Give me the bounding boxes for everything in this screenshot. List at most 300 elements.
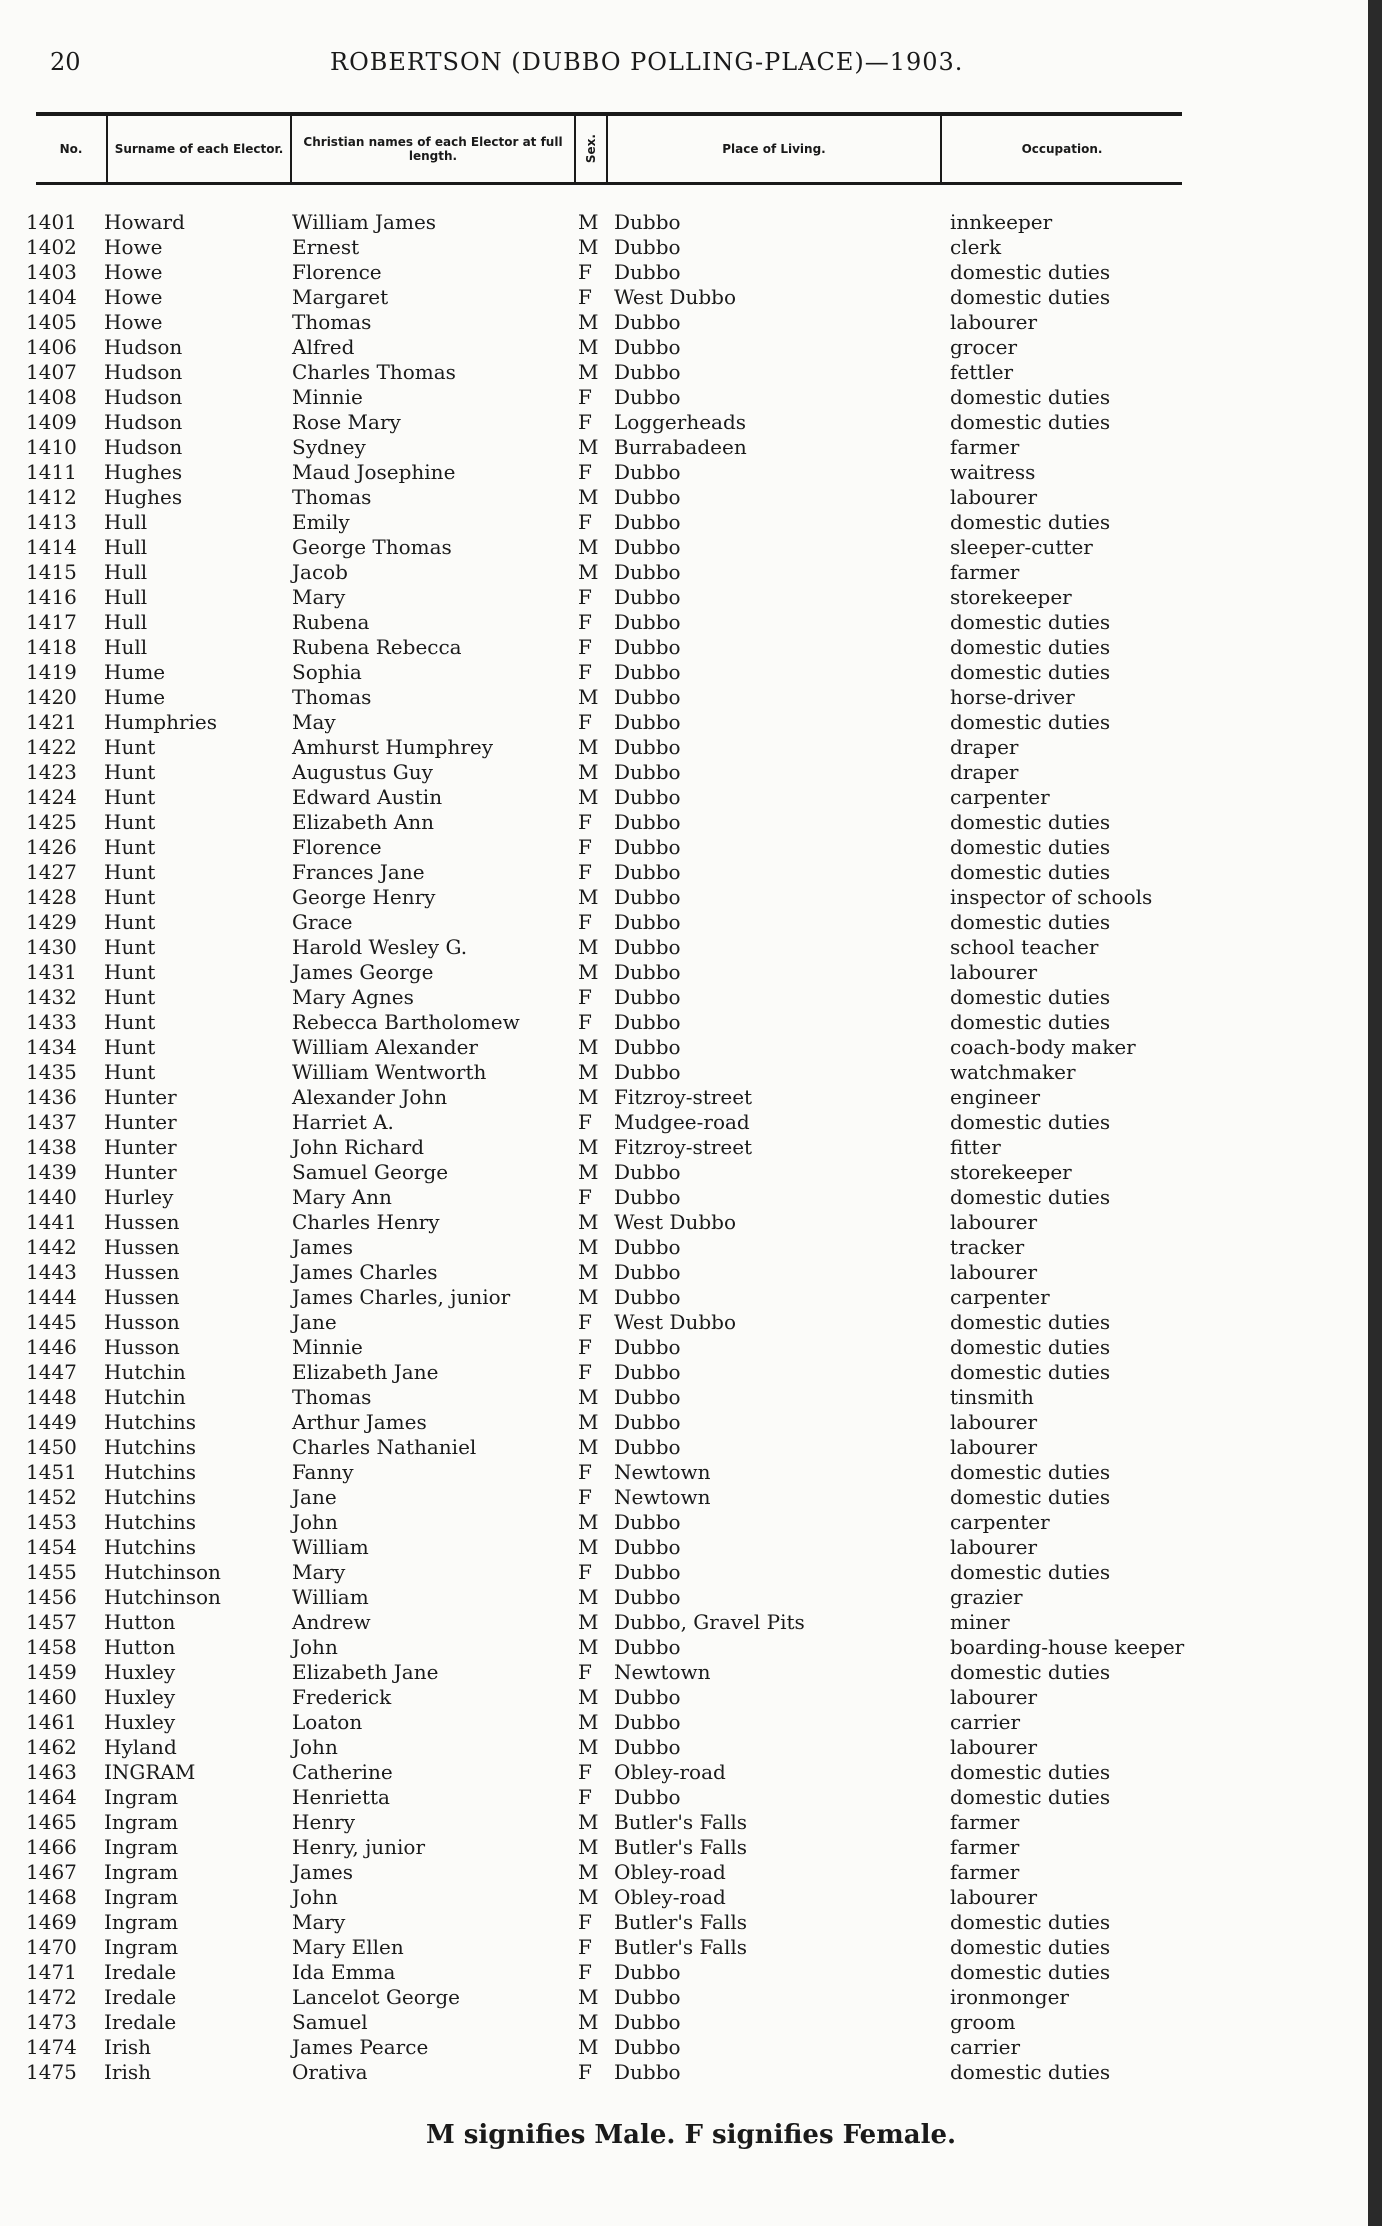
table-row <box>0 1660 1382 1685</box>
place-of-living-cell: Dubbo <box>614 360 681 384</box>
surname-cell: Hull <box>104 535 148 559</box>
elector-number-cell: 1433 <box>26 1010 77 1034</box>
table-row <box>0 1985 1382 2010</box>
sex-cell: M <box>578 485 599 509</box>
sex-cell: F <box>578 710 592 734</box>
table-row <box>0 1285 1382 1310</box>
occupation-cell: school teacher <box>950 935 1099 959</box>
place-of-living-cell: Dubbo <box>614 335 681 359</box>
occupation-cell: farmer <box>950 1835 1020 1859</box>
table-row <box>0 760 1382 785</box>
table-row <box>0 485 1382 510</box>
surname-cell: Hunt <box>104 935 156 959</box>
table-row <box>0 1260 1382 1285</box>
occupation-cell: domestic duties <box>950 510 1111 534</box>
christian-names-cell: Frederick <box>292 1685 392 1709</box>
surname-cell: Hunt <box>104 760 156 784</box>
christian-names-cell: George Henry <box>292 885 436 909</box>
place-of-living-cell: Dubbo <box>614 1960 681 1984</box>
place-of-living-cell: Dubbo <box>614 885 681 909</box>
christian-names-cell: Rebecca Bartholomew <box>292 1010 520 1034</box>
sex-cell: M <box>578 1810 599 1834</box>
christian-names-cell: John <box>292 1885 338 1909</box>
surname-cell: Hunt <box>104 960 156 984</box>
surname-cell: Iredale <box>104 1985 177 2009</box>
christian-names-cell: William <box>292 1585 369 1609</box>
surname-cell: Hull <box>104 635 148 659</box>
table-row <box>0 735 1382 760</box>
surname-cell: Hunt <box>104 1060 156 1084</box>
christian-names-cell: Thomas <box>292 310 372 334</box>
christian-names-cell: William Wentworth <box>292 1060 487 1084</box>
christian-names-cell: Charles Henry <box>292 1210 440 1234</box>
column-header-sex: Sex. <box>584 134 598 164</box>
christian-names-cell: George Thomas <box>292 535 452 559</box>
occupation-cell: farmer <box>950 1810 1020 1834</box>
elector-number-cell: 1435 <box>26 1060 77 1084</box>
table-row <box>0 360 1382 385</box>
elector-number-cell: 1403 <box>26 260 77 284</box>
surname-cell: Hudson <box>104 385 183 409</box>
surname-cell: Hutchin <box>104 1385 186 1409</box>
table-row <box>0 1610 1382 1635</box>
sex-cell: M <box>578 1135 599 1159</box>
place-of-living-cell: Dubbo <box>614 1335 681 1359</box>
occupation-cell: waitress <box>950 460 1036 484</box>
sex-cell: M <box>578 1710 599 1734</box>
occupation-cell: domestic duties <box>950 2060 1111 2084</box>
table-row <box>0 1110 1382 1135</box>
table-row <box>0 235 1382 260</box>
surname-cell: Hunt <box>104 885 156 909</box>
surname-cell: Hunt <box>104 1035 156 1059</box>
table-row <box>0 960 1382 985</box>
place-of-living-cell: Dubbo <box>614 1785 681 1809</box>
surname-cell: Hutchins <box>104 1460 196 1484</box>
place-of-living-cell: Newtown <box>614 1660 711 1684</box>
surname-cell: Howe <box>104 235 163 259</box>
occupation-cell: domestic duties <box>950 1335 1111 1359</box>
christian-names-cell: Henrietta <box>292 1785 390 1809</box>
place-of-living-cell: Butler's Falls <box>614 1810 748 1834</box>
occupation-cell: domestic duties <box>950 1785 1111 1809</box>
occupation-cell: domestic duties <box>950 285 1111 309</box>
surname-cell: Hunt <box>104 785 156 809</box>
occupation-cell: domestic duties <box>950 1960 1111 1984</box>
occupation-cell: labourer <box>950 485 1038 509</box>
table-row <box>0 210 1382 235</box>
surname-cell: Hume <box>104 660 166 684</box>
table-row <box>0 1410 1382 1435</box>
surname-cell: Howe <box>104 285 163 309</box>
sex-cell: M <box>578 960 599 984</box>
place-of-living-cell: Dubbo <box>614 910 681 934</box>
table-row <box>0 610 1382 635</box>
place-of-living-cell: Dubbo <box>614 1235 681 1259</box>
christian-names-cell: Frances Jane <box>292 860 425 884</box>
surname-cell: Iredale <box>104 1960 177 1984</box>
surname-cell: Hutchinson <box>104 1585 221 1609</box>
elector-number-cell: 1411 <box>26 460 77 484</box>
place-of-living-cell: Dubbo <box>614 260 681 284</box>
christian-names-cell: Arthur James <box>292 1410 427 1434</box>
christian-names-cell: Andrew <box>292 1610 371 1634</box>
place-of-living-cell: Mudgee-road <box>614 1110 750 1134</box>
surname-cell: Hunter <box>104 1135 177 1159</box>
sex-cell: F <box>578 1785 592 1809</box>
surname-cell: Hudson <box>104 410 183 434</box>
place-of-living-cell: Dubbo <box>614 535 681 559</box>
elector-number-cell: 1444 <box>26 1285 77 1309</box>
occupation-cell: carrier <box>950 2035 1021 2059</box>
table-row <box>0 1385 1382 1410</box>
occupation-cell: coach-body maker <box>950 1035 1136 1059</box>
table-row <box>0 1460 1382 1485</box>
christian-names-cell: May <box>292 710 336 734</box>
sex-cell: M <box>578 935 599 959</box>
elector-number-cell: 1427 <box>26 860 77 884</box>
elector-number-cell: 1463 <box>26 1760 77 1784</box>
occupation-cell: domestic duties <box>950 1660 1111 1684</box>
elector-number-cell: 1447 <box>26 1360 77 1384</box>
sex-cell: M <box>578 785 599 809</box>
place-of-living-cell: Dubbo <box>614 1385 681 1409</box>
elector-number-cell: 1407 <box>26 360 77 384</box>
elector-number-cell: 1466 <box>26 1835 77 1859</box>
place-of-living-cell: Newtown <box>614 1460 711 1484</box>
place-of-living-cell: Butler's Falls <box>614 1835 748 1859</box>
place-of-living-cell: Dubbo <box>614 635 681 659</box>
christian-names-cell: Ida Emma <box>292 1960 396 1984</box>
sex-cell: M <box>578 360 599 384</box>
table-row <box>0 1585 1382 1610</box>
elector-number-cell: 1443 <box>26 1260 77 1284</box>
christian-names-cell: William Alexander <box>292 1035 478 1059</box>
sex-cell: M <box>578 2035 599 2059</box>
christian-names-cell: Maud Josephine <box>292 460 456 484</box>
sex-cell: M <box>578 535 599 559</box>
sex-cell: F <box>578 1560 592 1584</box>
elector-number-cell: 1425 <box>26 810 77 834</box>
place-of-living-cell: Dubbo <box>614 985 681 1009</box>
occupation-cell: storekeeper <box>950 585 1072 609</box>
sex-cell: M <box>578 1410 599 1434</box>
christian-names-cell: Mary Agnes <box>292 985 414 1009</box>
surname-cell: Husson <box>104 1310 180 1334</box>
elector-number-cell: 1446 <box>26 1335 77 1359</box>
table-row <box>0 1810 1382 1835</box>
elector-number-cell: 1413 <box>26 510 77 534</box>
sex-cell: M <box>578 1510 599 1534</box>
table-row <box>0 1760 1382 1785</box>
elector-number-cell: 1455 <box>26 1560 77 1584</box>
surname-cell: Ingram <box>104 1785 179 1809</box>
elector-number-cell: 1439 <box>26 1160 77 1184</box>
place-of-living-cell: Dubbo <box>614 210 681 234</box>
christian-names-cell: Henry <box>292 1810 356 1834</box>
surname-cell: Hughes <box>104 485 183 509</box>
sex-cell: F <box>578 1335 592 1359</box>
place-of-living-cell: Dubbo <box>614 235 681 259</box>
elector-number-cell: 1418 <box>26 635 77 659</box>
surname-cell: Ingram <box>104 1885 179 1909</box>
place-of-living-cell: West Dubbo <box>614 1310 736 1334</box>
surname-cell: Hume <box>104 685 166 709</box>
occupation-cell: domestic duties <box>950 1010 1111 1034</box>
table-header-bottom-rule <box>36 182 1182 185</box>
elector-number-cell: 1410 <box>26 435 77 459</box>
sex-cell: M <box>578 335 599 359</box>
place-of-living-cell: Butler's Falls <box>614 1910 748 1934</box>
elector-number-cell: 1469 <box>26 1910 77 1934</box>
occupation-cell: domestic duties <box>950 610 1111 634</box>
place-of-living-cell: Dubbo <box>614 710 681 734</box>
place-of-living-cell: Loggerheads <box>614 410 747 434</box>
place-of-living-cell: Dubbo <box>614 1510 681 1534</box>
table-row <box>0 1235 1382 1260</box>
column-header-place: Place of Living. <box>722 142 826 156</box>
surname-cell: Ingram <box>104 1810 179 1834</box>
elector-number-cell: 1464 <box>26 1785 77 1809</box>
place-of-living-cell: Dubbo <box>614 460 681 484</box>
sex-cell: M <box>578 2010 599 2034</box>
occupation-cell: groom <box>950 2010 1016 2034</box>
place-of-living-cell: Obley-road <box>614 1885 726 1909</box>
christian-names-cell: James Pearce <box>292 2035 429 2059</box>
place-of-living-cell: Dubbo <box>614 1360 681 1384</box>
surname-cell: Hussen <box>104 1210 180 1234</box>
place-of-living-cell: West Dubbo <box>614 1210 736 1234</box>
surname-cell: Hutchins <box>104 1410 196 1434</box>
occupation-cell: labourer <box>950 1735 1038 1759</box>
christian-names-cell: Samuel George <box>292 1160 449 1184</box>
sex-cell: M <box>578 1160 599 1184</box>
surname-cell: Hunt <box>104 860 156 884</box>
table-row <box>0 535 1382 560</box>
surname-cell: Hunter <box>104 1085 177 1109</box>
occupation-cell: farmer <box>950 560 1020 584</box>
surname-cell: Hudson <box>104 335 183 359</box>
occupation-cell: domestic duties <box>950 710 1111 734</box>
sex-cell: M <box>578 1835 599 1859</box>
surname-cell: Hussen <box>104 1260 180 1284</box>
place-of-living-cell: Newtown <box>614 1485 711 1509</box>
surname-cell: Ingram <box>104 1835 179 1859</box>
place-of-living-cell: Dubbo <box>614 810 681 834</box>
elector-number-cell: 1430 <box>26 935 77 959</box>
christian-names-cell: Grace <box>292 910 353 934</box>
elector-number-cell: 1422 <box>26 735 77 759</box>
sex-cell: F <box>578 410 592 434</box>
table-row <box>0 460 1382 485</box>
place-of-living-cell: Dubbo <box>614 2035 681 2059</box>
place-of-living-cell: Dubbo <box>614 735 681 759</box>
table-row <box>0 1535 1382 1560</box>
surname-cell: Hunt <box>104 810 156 834</box>
christian-names-cell: William <box>292 1535 369 1559</box>
occupation-cell: domestic duties <box>950 1310 1111 1334</box>
occupation-cell: labourer <box>950 1885 1038 1909</box>
sex-cell: F <box>578 285 592 309</box>
elector-number-cell: 1426 <box>26 835 77 859</box>
occupation-cell: inspector of schools <box>950 885 1153 909</box>
elector-number-cell: 1438 <box>26 1135 77 1159</box>
christian-names-cell: James Charles, junior <box>292 1285 511 1309</box>
elector-number-cell: 1406 <box>26 335 77 359</box>
sex-cell: M <box>578 435 599 459</box>
table-row <box>0 885 1382 910</box>
table-row <box>0 1335 1382 1360</box>
elector-number-cell: 1424 <box>26 785 77 809</box>
christian-names-cell: James Charles <box>292 1260 438 1284</box>
place-of-living-cell: Obley-road <box>614 1860 726 1884</box>
place-of-living-cell: Fitzroy-street <box>614 1135 753 1159</box>
elector-number-cell: 1429 <box>26 910 77 934</box>
sex-cell: M <box>578 1285 599 1309</box>
surname-cell: Hutton <box>104 1610 176 1634</box>
sex-cell: M <box>578 235 599 259</box>
elector-number-cell: 1465 <box>26 1810 77 1834</box>
christian-names-cell: Rubena <box>292 610 370 634</box>
place-of-living-cell: Dubbo <box>614 1185 681 1209</box>
sex-cell: M <box>578 1260 599 1284</box>
occupation-cell: domestic duties <box>950 260 1111 284</box>
elector-number-cell: 1458 <box>26 1635 77 1659</box>
christian-names-cell: Mary <box>292 1910 346 1934</box>
christian-names-cell: John Richard <box>292 1135 425 1159</box>
column-header-occupation: Occupation. <box>1021 142 1103 156</box>
table-row <box>0 2060 1382 2085</box>
occupation-cell: boarding-house keeper <box>950 1635 1185 1659</box>
table-row <box>0 1035 1382 1060</box>
occupation-cell: labourer <box>950 960 1038 984</box>
sex-cell: M <box>578 1385 599 1409</box>
elector-number-cell: 1472 <box>26 1985 77 2009</box>
christian-names-cell: John <box>292 1635 338 1659</box>
occupation-cell: domestic duties <box>950 835 1111 859</box>
sex-cell: M <box>578 1210 599 1234</box>
christian-names-cell: Margaret <box>292 285 389 309</box>
place-of-living-cell: Dubbo, Gravel Pits <box>614 1610 805 1634</box>
sex-cell: M <box>578 1035 599 1059</box>
place-of-living-cell: Dubbo <box>614 1060 681 1084</box>
christian-names-cell: Amhurst Humphrey <box>292 735 494 759</box>
sex-cell: M <box>578 1685 599 1709</box>
sex-cell: M <box>578 1235 599 1259</box>
surname-cell: Hutton <box>104 1635 176 1659</box>
occupation-cell: domestic duties <box>950 1485 1111 1509</box>
table-row <box>0 1310 1382 1335</box>
table-row <box>0 560 1382 585</box>
table-row <box>0 660 1382 685</box>
surname-cell: Hussen <box>104 1235 180 1259</box>
christian-names-cell: Harriet A. <box>292 1110 394 1134</box>
sex-cell: F <box>578 985 592 1009</box>
christian-names-cell: Emily <box>292 510 350 534</box>
christian-names-cell: Rose Mary <box>292 410 401 434</box>
christian-names-cell: Florence <box>292 260 382 284</box>
elector-number-cell: 1453 <box>26 1510 77 1534</box>
table-row <box>0 710 1382 735</box>
christian-names-cell: Sydney <box>292 435 366 459</box>
elector-number-cell: 1445 <box>26 1310 77 1334</box>
sex-cell: M <box>578 685 599 709</box>
elector-number-cell: 1401 <box>26 210 77 234</box>
occupation-cell: domestic duties <box>950 660 1111 684</box>
occupation-cell: domestic duties <box>950 810 1111 834</box>
table-row <box>0 435 1382 460</box>
surname-cell: Howe <box>104 310 163 334</box>
sex-cell: F <box>578 660 592 684</box>
occupation-cell: miner <box>950 1610 1010 1634</box>
place-of-living-cell: Dubbo <box>614 785 681 809</box>
elector-number-cell: 1442 <box>26 1235 77 1259</box>
table-row <box>0 1060 1382 1085</box>
surname-cell: Hutchinson <box>104 1560 221 1584</box>
occupation-cell: fitter <box>950 1135 1001 1159</box>
elector-number-cell: 1460 <box>26 1685 77 1709</box>
christian-names-cell: Jane <box>292 1310 337 1334</box>
christian-names-cell: Minnie <box>292 1335 363 1359</box>
christian-names-cell: Samuel <box>292 2010 368 2034</box>
elector-number-cell: 1423 <box>26 760 77 784</box>
christian-names-cell: Elizabeth Jane <box>292 1360 439 1384</box>
surname-cell: Hull <box>104 610 148 634</box>
sex-cell: F <box>578 2060 592 2084</box>
elector-number-cell: 1405 <box>26 310 77 334</box>
table-row <box>0 910 1382 935</box>
christian-names-cell: Charles Nathaniel <box>292 1435 477 1459</box>
surname-cell: Humphries <box>104 710 218 734</box>
place-of-living-cell: Dubbo <box>614 860 681 884</box>
occupation-cell: domestic duties <box>950 860 1111 884</box>
elector-number-cell: 1414 <box>26 535 77 559</box>
sex-cell: F <box>578 1110 592 1134</box>
occupation-cell: innkeeper <box>950 210 1053 234</box>
table-row <box>0 1960 1382 1985</box>
occupation-cell: domestic duties <box>950 635 1111 659</box>
table-row <box>0 860 1382 885</box>
christian-names-cell: Sophia <box>292 660 362 684</box>
occupation-cell: watchmaker <box>950 1060 1076 1084</box>
table-row <box>0 835 1382 860</box>
place-of-living-cell: Dubbo <box>614 485 681 509</box>
elector-number-cell: 1421 <box>26 710 77 734</box>
christian-names-cell: James <box>292 1860 354 1884</box>
christian-names-cell: James <box>292 1235 354 1259</box>
occupation-cell: domestic duties <box>950 910 1111 934</box>
table-row <box>0 685 1382 710</box>
elector-number-cell: 1417 <box>26 610 77 634</box>
sex-cell: M <box>578 1985 599 2009</box>
elector-number-cell: 1468 <box>26 1885 77 1909</box>
place-of-living-cell: Dubbo <box>614 585 681 609</box>
elector-number-cell: 1461 <box>26 1710 77 1734</box>
place-of-living-cell: Dubbo <box>614 935 681 959</box>
place-of-living-cell: West Dubbo <box>614 285 736 309</box>
table-row <box>0 935 1382 960</box>
sex-cell: M <box>578 210 599 234</box>
sex-cell: M <box>578 1610 599 1634</box>
elector-number-cell: 1471 <box>26 1960 77 1984</box>
sex-cell: F <box>578 510 592 534</box>
occupation-cell: engineer <box>950 1085 1041 1109</box>
occupation-cell: domestic duties <box>950 1910 1111 1934</box>
sex-cell: M <box>578 1860 599 1884</box>
sex-cell: F <box>578 460 592 484</box>
christian-names-cell: Minnie <box>292 385 363 409</box>
occupation-cell: labourer <box>950 1435 1038 1459</box>
